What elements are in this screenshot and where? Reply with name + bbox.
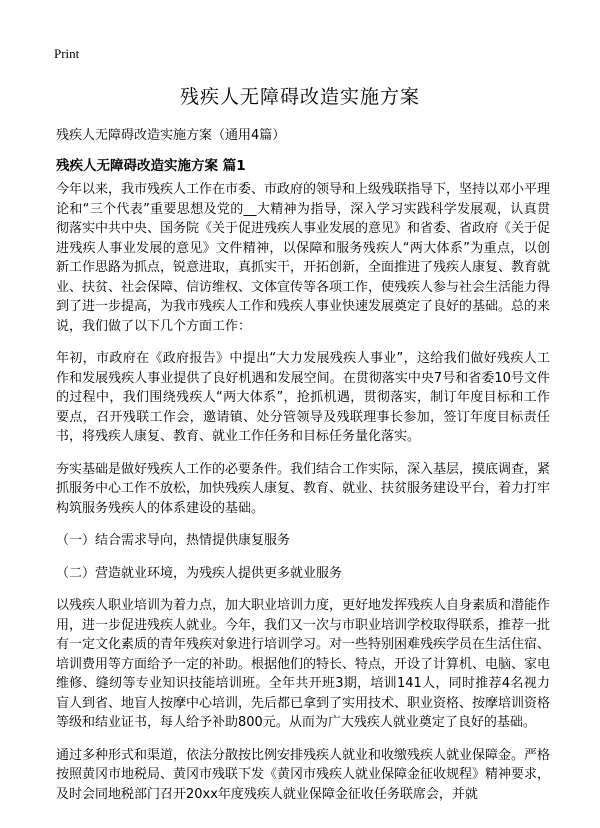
- document-body: [56, 180, 550, 828]
- paragraph-3: 夯实基础是做好残疾人工作的必要条件。我们结合工作实际，深入基层，摸底调查，紧抓服务中心工作不放松，加快残疾人康复、教育、就业、扶贫服务建设平台，着力打牢构筑服务残疾人的体系建设的基础。: [56, 461, 550, 516]
- section-heading: 残疾人无障碍改造实施方案 篇1: [56, 158, 246, 174]
- paragraph-1: 今年以来，我市残疾人工作在市委、市政府的领导和上级残联指导下，坚持以邓小平理论和“三个代表”重要思想及党的__大精神为指导，深入学习实践科学发展观，认真贯彻落实中共中央、国务院《关于促进残疾人事业发展的意见》和省委、省政府《关于促进残疾人事业发展的意见》文件精神，以保障和服务残疾人“两大体系”为重点，以创新工作思路为抓点，锐意进取，真抓实干，开拓创新，全面推进了残疾人康复、教育就业、扶贫、社会保障、信访维权、文体宣传等各项工作，使残疾人参与社会生活能力得到了进一步提高，为我市残疾人工作和残疾人事业快速发展奠定了良好的基础。总的来说，我们做了以下几个方面工作：: [56, 182, 550, 334]
- paragraph-4: 以残疾人职业培训为着力点，加大职业培训力度，更好地发挥残疾人自身素质和潜能作用，进一步促进残疾人就业。今年，我们又一次与市职业培训学校取得联系，推荐一批有一定文化素质的青年残疾对象进行培训学习。对一些特别困难残疾学员在生活住宿、培训费用等方面给予一定的补助。根据他们的特长、特点，开设了计算机、电脑、家电维修、缝纫等专业知识技能培训班。全年共开班3期，培训141人，同时推荐4名视力盲人到省、地盲人按摩中心培训，先后都已拿到了实用技术、职业资格、按摩培训资格等级和结业证书，每人给予补助800元。从而为广大残疾人就业奠定了良好的基础。: [56, 598, 550, 730]
- paragraph-2: 年初，市政府在《政府报告》中提出“大力发展残疾人事业”，这给我们做好残疾人工作和发展残疾人事业提供了良好机遇和发展空间。在贯彻落实中央7号和省委10号文件的过程中，我们围绕残疾人“两大体系”，抢抓机遇，贯彻落实，制订年度目标和工作要点，召开残联工作会，邀请镇、处分管领导及残联理事长参加，签订年度目标责任书，将残疾人康复、教育、就业工作任务和目标任务量化落实。: [56, 351, 550, 444]
- paragraph-5: 通过多种形式和渠道，依法分散按比例安排残疾人就业和收缴残疾人就业保障金。严格按照黄冈市地税局、黄冈市残联下发《黄冈市残疾人就业保障金征收规程》精神要求，及时会同地税部门召开20xx年度残疾人就业保障金征收任务联席会，并就: [56, 747, 550, 802]
- document-subtitle: 残疾人无障碍改造实施方案（通用4篇）: [56, 128, 286, 143]
- list-item-2: （二）营造就业环境，为残疾人提供更多就业服务: [56, 565, 343, 581]
- print-link[interactable]: Print: [54, 46, 80, 61]
- list-item-1: （一）结合需求导向，热情提供康复服务: [56, 533, 291, 548]
- page-title: 残疾人无障碍改造实施方案: [179, 86, 420, 108]
